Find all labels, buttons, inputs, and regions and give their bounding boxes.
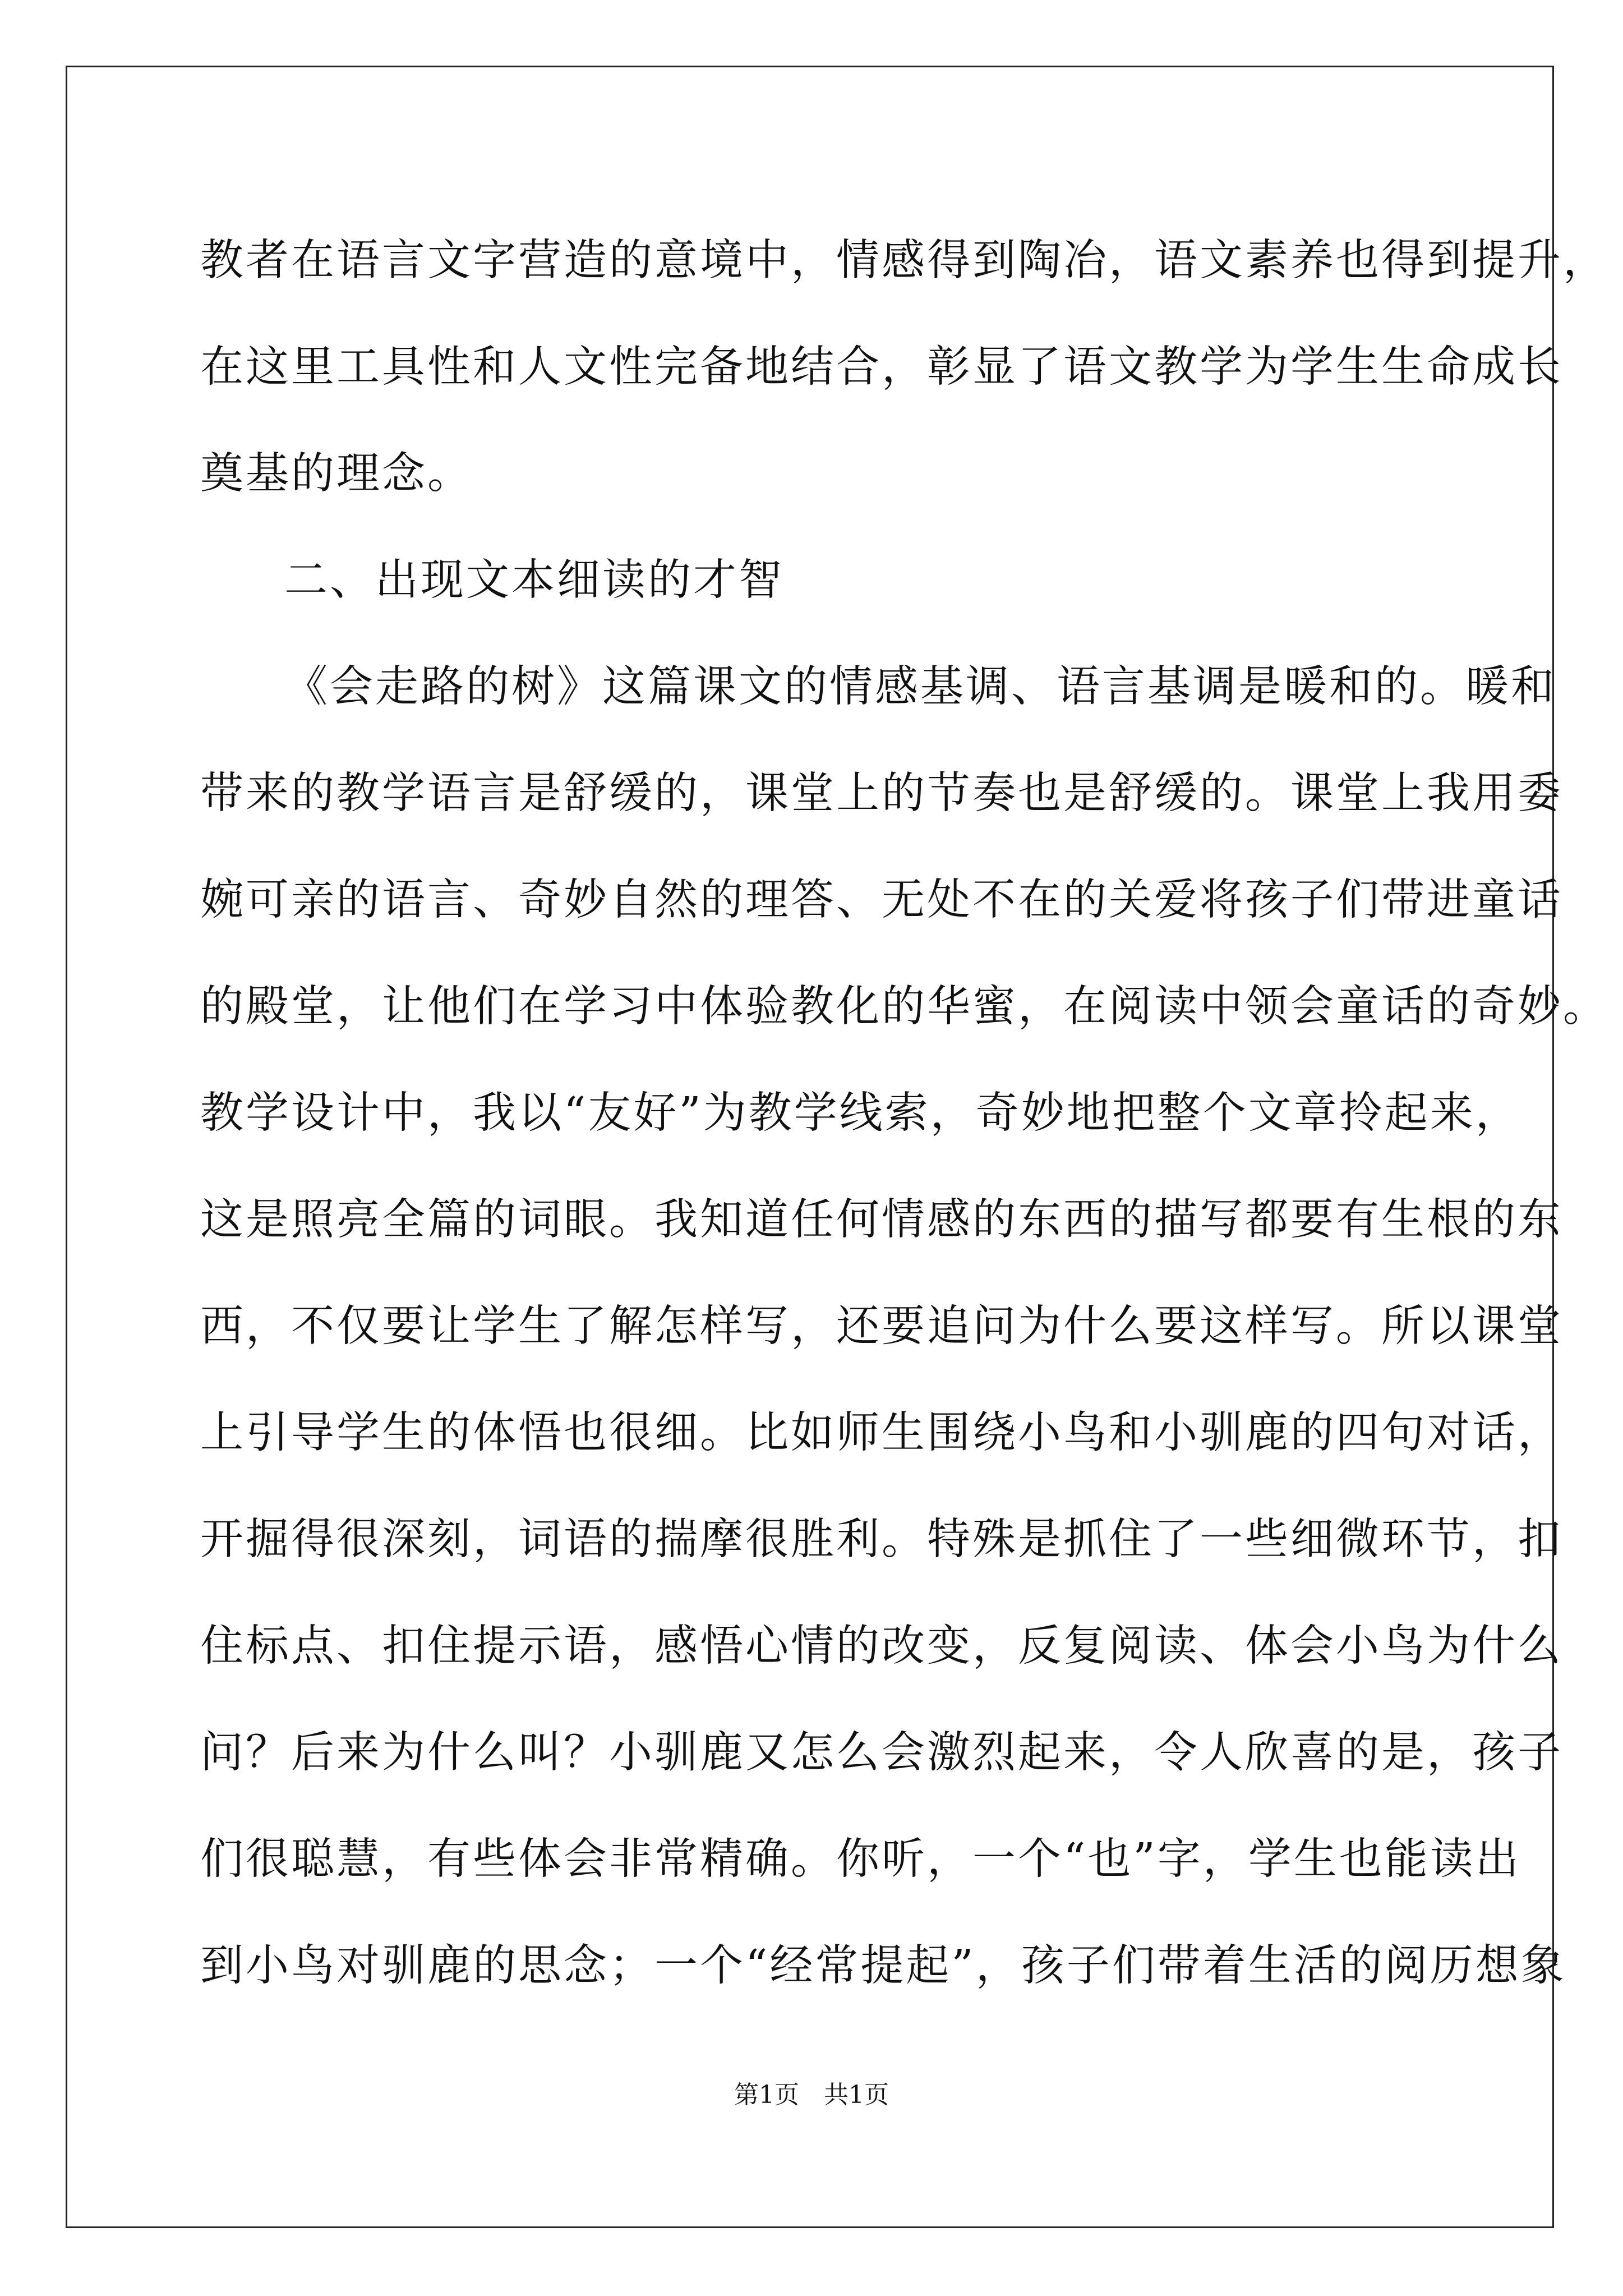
text-line: 在这里工具性和人文性完备地结合，彰显了语文教学为学生生命成长: [200, 342, 1563, 392]
text-line: 教学设计中，我以“友好”为教学线索，奇妙地把整个文章拎起来，: [200, 1088, 1521, 1138]
text-line: 开掘得很深刻，词语的揣摩很胜利。特殊是抓住了一些细微环节，扣: [200, 1515, 1563, 1565]
text-line: 到小鸟对驯鹿的思念；一个“经常提起”，孩子们带着生活的阅历想象: [200, 1941, 1566, 1991]
document-body: [200, 208, 1608, 2019]
page-footer: [0, 2078, 1623, 2112]
page-number-label: 第1页 共1页: [734, 2081, 889, 2109]
text-line: 婉可亲的语言、奇妙自然的理答、无处不在的关爱将孩子们带进童话: [200, 875, 1563, 925]
text-line: 这是照亮全篇的词眼。我知道任何情感的东西的描写都要有生根的东: [200, 1195, 1563, 1245]
text-line: 带来的教学语言是舒缓的，课堂上的节奏也是舒缓的。课堂上我用委: [200, 769, 1563, 818]
text-line: 问？后来为什么叫？小驯鹿又怎么会激烈起来，令人欣喜的是，孩子: [200, 1728, 1563, 1778]
text-line: 上引导学生的体悟也很细。比如师生围绕小鸟和小驯鹿的四句对话，: [200, 1408, 1563, 1458]
text-line: 的殿堂，让他们在学习中体验教化的华蜜，在阅读中领会童话的奇妙。: [200, 982, 1608, 1032]
text-line: 西，不仅要让学生了解怎样写，还要追问为什么要这样写。所以课堂: [200, 1301, 1563, 1351]
section-heading: 二、出现文本细读的才智: [284, 555, 784, 605]
text-line: 住标点、扣住提示语，感悟心情的改变，反复阅读、体会小鸟为什么: [200, 1621, 1563, 1671]
text-line: 教者在语言文字营造的意境中，情感得到陶冶，语文素养也得到提升，: [200, 236, 1608, 286]
paragraph-start: 《会走路的树》这篇课文的情感基调、语言基调是暖和的。暖和: [284, 662, 1556, 712]
text-line: 们很聪慧，有些体会非常精确。你听，一个“也”字，学生也能读出: [200, 1834, 1521, 1884]
text-line: 奠基的理念。: [200, 449, 473, 499]
